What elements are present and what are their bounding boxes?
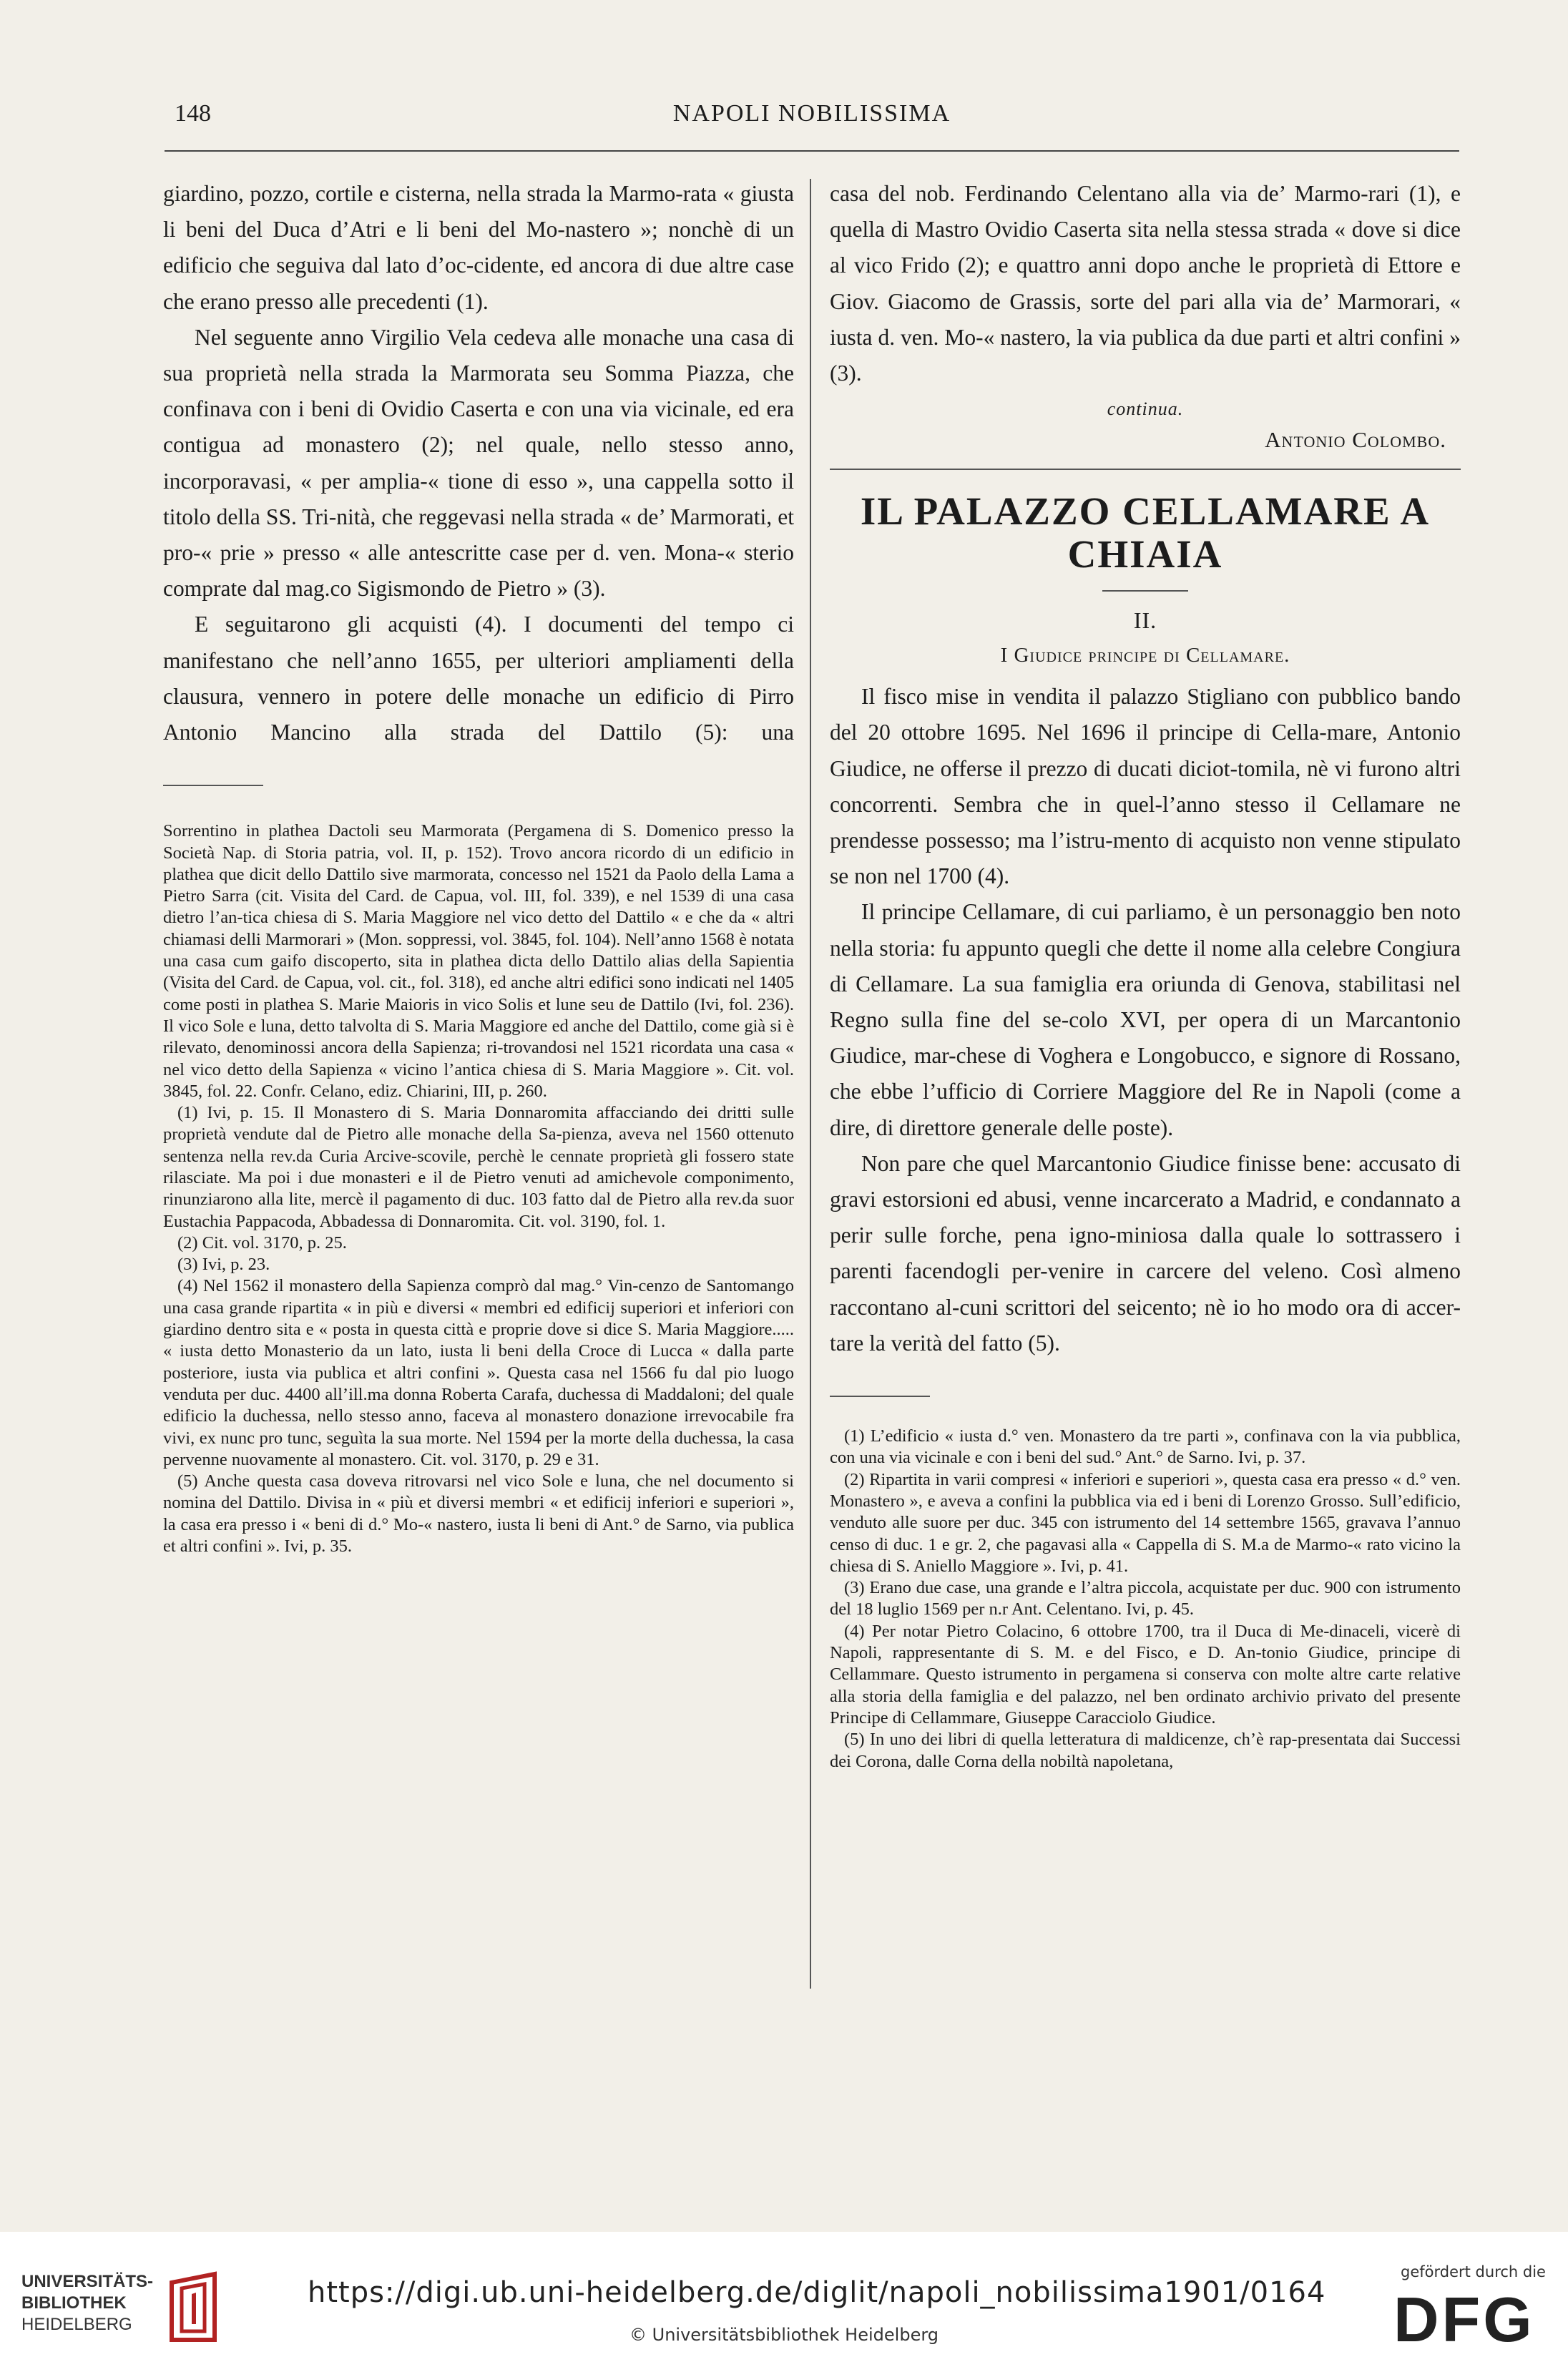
- left-paragraph-3: E seguitarono gli acquisti (4). I documenti del tempo ci manifestano che nell’anno 1655, per ulteriori ampliamenti della clausura, vennero in potere delle monache un edificio di Pirro Antonio Mancino alla strada del Dattilo (5): una: [163, 612, 794, 745]
- left-column: [163, 176, 794, 1557]
- right-paragraph-4: Non pare che quel Marcantonio Giudice finisse bene: accusato di gravi estorsioni ed abusi, venne incarcerato a Madrid, e condannato a perir sulle forche, pena igno-miniosa dalla quale lo sottrassero i parenti facendogli per-venire in carcere del veleno. Così almeno raccontano al-cuni scrittori del seicento; nè io ho modo ora di accer-tare la verità del fatto (5).: [830, 1150, 1461, 1356]
- footnote-separator-right: [830, 1396, 930, 1397]
- footnote-5-right: (5) In uno dei libri di quella letteratura di maldicenze, ch’è rap-presentata dai Successi dei Corona, dalle Corna della nobiltà napoletana,: [830, 1730, 1461, 1771]
- right-paragraph-2: Il fisco mise in vendita il palazzo Stigliano con pubblico bando del 20 ottobre 1695. Nel 1696 il principe di Cella-mare, Antonio Giudice, ne offerse il prezzo di ducati diciot-tomila, nè vi furono altri concorrenti. Sembra che in quel-l’anno stesso il Cellamare ne prendesse possesso; ma l’istru-mento di acquisto non venne stipulato se non nel 1700 (4).: [830, 684, 1461, 889]
- column-divider: [810, 179, 811, 1989]
- copyright-notice: © Universitätsbibliothek Heidelberg: [629, 2325, 939, 2345]
- page-header: [165, 100, 1459, 129]
- footnote-2: (2) Cit. vol. 3170, p. 25.: [177, 1233, 347, 1253]
- author-signature: Antonio Colombo.: [1265, 427, 1446, 453]
- footnote-4: (4) Nel 1562 il monastero della Sapienza comprò dal mag.° Vin-cenzo de Santomango una casa grande ripartita « in più e diversi « membri ed edificij superiori et inferiori con giardino dentro sita e « posta in questa città e proprie dove si dice S. Maria Maggiore..... « iusta detto Monasterio da un lato, iusta li beni della Croce di Lucca « dalla parte posteriore, iusta via publica et altri confini ». Questa casa nel 1566 fu dal pio luogo venduta per duc. 4400 all’ill.ma donna Roberta Carafa, duchessa di Maddaloni; del quale edificio la duchessa, nello stesso anno, faceva al monastero donazione irrevocabile fra vivi, ex nunc pro tunc, seguìta la sua morte. Nel 1594 per la morte della duchessa, la casa pervenne nuovamente al monastero. Cit. vol. 3170, p. 29 e 31.: [163, 1276, 794, 1469]
- footnote-2-right: (2) Ripartita in varii compresi « inferiori e superiori », questa casa era presso « d.° ven. Monastero », e aveva a confini la pubblica via ed i beni di Lorenzo Grosso. Sull’edificio, venduto alle suore per duc. 345 con istrumento del 14 settembre 1565, gravava l’annuo censo di duc. 1 e gr. 2, che pagavasi alla « Cappella di S. M.a de Marmo-« rato vicino la chiesa di S. Aniello Maggiore ». Ivi, p. 41.: [830, 1469, 1461, 1576]
- permalink-url[interactable]: https://digi.ub.uni-heidelberg.de/diglit/napoli_nobilissima1901/0164: [308, 2276, 1326, 2309]
- article-title: IL PALAZZO CELLAMARE A CHIAIA: [860, 489, 1431, 577]
- footnote-continued: Sorrentino in plathea Dactoli seu Marmorata (Pergamena di S. Domenico presso la Società Nap. di Storia patria, vol. II, p. 152). Trovo ancora ricordo di un edificio in plathea que dicit dello Dattilo sive marmorata, concesso nel 1521 da Paolo della Lama a Pietro Sarra (cit. Visita del Card. de Capua, vol. III, fol. 339), e nel 1539 di una casa dietro l’an-tica chiesa di S. Maria Maggiore nel vico detto del Dattilo « e che da « altri chiamasi delli Marmorari » (Mon. soppressi, vol. 3845, fol. 104). Nell’anno 1568 è notata una casa cum gaifo discoperto, sita in plathea dicta dello Dattilo alias della Sapientia (Visita del Card. de Capua, vol. cit., fol. 318), ed anche altri edifici sono indicati nel 1405 come posti in plathea S. Marie Maioris in vico Solis et lune seu de Dattilo (Ivi, fol. 236). Il vico Sole e luna, detto talvolta di S. Maria Maggiore ed anche del Dattilo, come già si è rilevato, denominossi ancora della Sapienza; ri-trovandosi nel 1521 ricordata una casa « nel vico detto della Sapienza « vicino l’antica chiesa di S. Maria Maggiore ». Cit. vol. 3845, fol. 22. Confr. Celano, ediz. Chiarini, III, p. 260.: [163, 821, 794, 1101]
- footnote-3-right: (3) Erano due case, una grande e l’altra piccola, acquistate per duc. 900 con istrumento del 18 luglio 1569 per n.r Ant. Celentano. Ivi, p. 45.: [830, 1578, 1461, 1619]
- footnote-1-right: (1) L’edificio « iusta d.° ven. Monastero da tre parti », confinava con la via pubblica, con una via vicinale e con i beni del sud.° Ant.° de Sarno. Ivi, p. 37.: [830, 1426, 1461, 1468]
- footnote-3: (3) Ivi, p. 23.: [177, 1255, 270, 1275]
- funding-note: gefördert durch die: [1401, 2263, 1546, 2280]
- title-rule: [1102, 590, 1188, 592]
- continua-note: continua.: [1107, 398, 1184, 420]
- library-name-line-3: HEIDELBERG: [21, 2315, 132, 2334]
- left-paragraph-1: giardino, pozzo, cortile e cisterna, nella strada la Marmo-rata « giusta li beni del Duca d’Atri e li beni del Mo-nastero »; nonchè di un edificio che seguiva dal lato d’oc-cidente, ed ancora di due altre case che erano presso alle precedenti (1).: [163, 181, 794, 314]
- footnote-separator: [163, 785, 263, 786]
- header-rule: [165, 150, 1459, 152]
- page-number: 148: [175, 100, 211, 127]
- footnote-4-right: (4) Per notar Pietro Colacino, 6 ottobre 1700, tra il Duca di Me-dinaceli, vicerè di Napoli, rappresentante di S. M. e del Fisco, e D. An-tonio Giudice, principe di Cellammare. Questo istrumento in pergamena si conserva con molte altre carte relative alla storia della famiglia e del palazzo, nel ben ordinato archivio privato del presente Principe di Cellammare, Giuseppe Caracciolo Giudice.: [830, 1621, 1461, 1728]
- footnote-5: (5) Anche questa casa doveva ritrovarsi nel vico Sole e luna, che nel documento si nomina del Dattilo. Divisa in « più et diversi membri « et edificij inferiori e superiori », la casa era presso i « beni di d.° Mo-« nastero, iusta li beni di Ant.° de Sarno, via publica et altri confini ». Ivi, p. 35.: [163, 1471, 794, 1557]
- section-rule: [830, 469, 1461, 470]
- footnote-1: (1) Ivi, p. 15. Il Monastero di S. Maria Donnaromita affacciando dei dritti sulle proprietà vendute dal de Pietro alle monache della Sa-pienza, aveva nel 1560 ottenuto sentenza nella rev.da Curia Arcive-scovile, perchè le cennate proprietà gli fossero state rilasciate. Ma poi i due monasteri e il de Pietro venuti ad amichevole componimento, rinunziarono alla lite, mercè il pagamento di duc. 103 fatto dal de Pietro alla rev.da suor Eustachia Pappacoda, Abbadessa di Donnaromita. Cit. vol. 3190, fol. 1.: [163, 1103, 794, 1231]
- right-paragraph-1: casa del nob. Ferdinando Celentano alla via de’ Marmo-rari (1), e quella di Mastro Ovidio Caserta sita nella stessa strada « dove si dice al vico Frido (2); e quattro anni dopo anche le proprietà di Ettore e Giov. Giacomo de Grassis, sorte del pari alla via de’ Marmorari, « iusta d. ven. Mo-« nastero, la via publica da due parti et altri confini » (3).: [830, 181, 1461, 386]
- library-emblem-icon: [165, 2268, 222, 2347]
- chapter-number: II.: [1133, 607, 1157, 634]
- chapter-title: I Giudice principe di Cellamare.: [1000, 644, 1290, 667]
- right-paragraph-3: Il principe Cellamare, di cui parliamo, è un personaggio ben noto nella storia: fu appunto quegli che dette il nome alla celebre Congiura di Cellamare. La sua famiglia era oriunda di Genova, stabilitasi nel Regno sulla fine del se-colo XVI, per opera di un Marcantonio Giudice, mar-chese di Voghera e Longobucco, e signore di Rossano, che ebbe l’ufficio di Corriere Maggiore del Re in Napoli (come a dire, di direttore generale delle poste).: [830, 899, 1461, 1140]
- left-paragraph-2: Nel seguente anno Virgilio Vela cedeva alle monache una casa di sua proprietà nella strada la Marmorata seu Somma Piazza, che confinava con i beni di Ovidio Caserta e con una via vicinale, ed era contigua ad monastero (2); nel quale, nello stesso anno, incorporavasi, « per amplia-« tione di esso », una cappella sotto il titolo della SS. Tri-nità, che reggevasi nella strada « de’ Marmorati, et pro-« prie » presso « alle antescritte case per d. ven. Mona-« sterio comprate dal mag.co Sigismondo de Pietro » (3).: [163, 324, 794, 602]
- dfg-logo[interactable]: DFG: [1393, 2284, 1535, 2355]
- running-title: NAPOLI NOBILISSIMA: [672, 100, 951, 127]
- right-column: [830, 176, 1461, 1773]
- library-logo[interactable]: [21, 2271, 207, 2350]
- viewer-footer: [0, 2232, 1568, 2362]
- library-name-line-2: BIBLIOTHEK: [21, 2293, 127, 2313]
- library-name-line-1: UNIVERSITÄTS-: [21, 2272, 154, 2291]
